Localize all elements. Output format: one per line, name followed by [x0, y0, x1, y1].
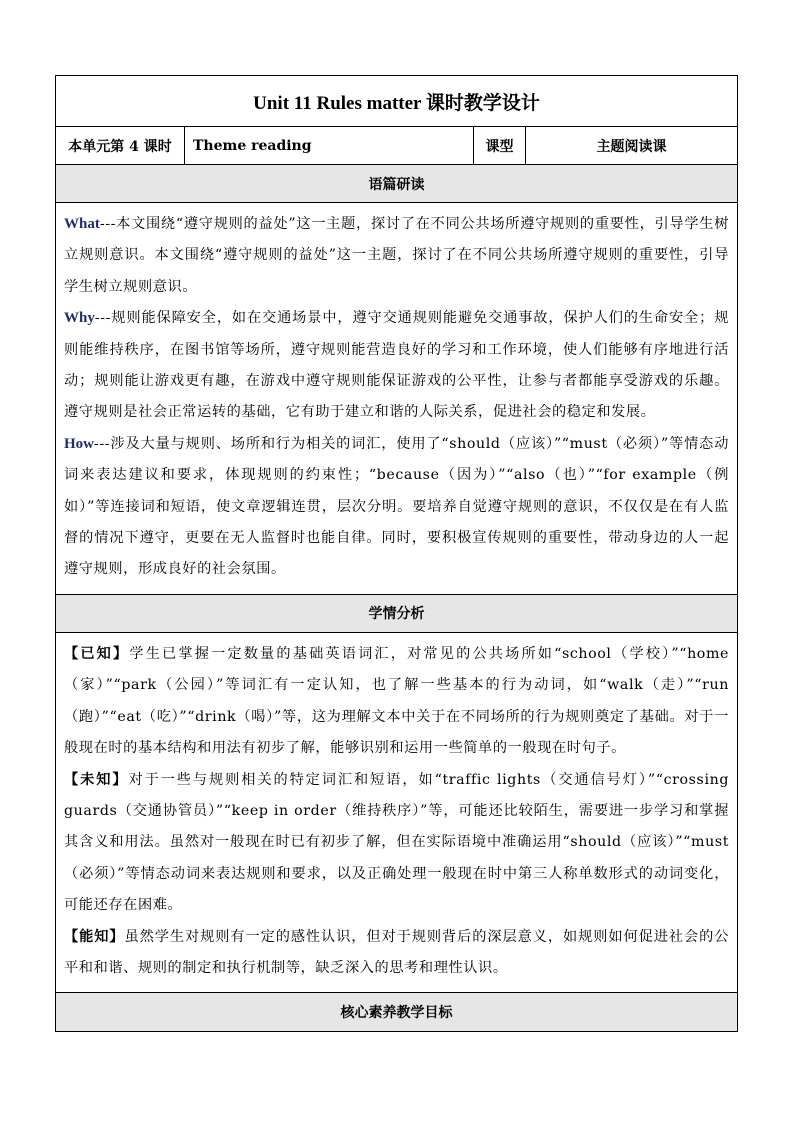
able-text: 虽然学生对规则有一定的感性认识，但对于规则背后的深层意义，如规则如何促进社会的公平和和谐、规则的制定和执行机制等，缺乏深入的思考和理性认识。 [64, 928, 729, 976]
known-paragraph [64, 639, 729, 765]
why-paragraph [64, 303, 729, 429]
able-paragraph [64, 922, 729, 985]
section-heading-core-objectives: 核心素养教学目标 [56, 993, 737, 1031]
section-heading-learner-analysis: 学情分析 [56, 595, 737, 633]
what-label: What [64, 216, 100, 232]
unknown-text: 对于一些与规则相关的特定词汇和短语，如“traffic lights（交通信号灯）”“crossing guards（交通协管员）”“keep in order（维持秩序）”等，可能还比较陌生，需要进一步学习和掌握其含义和用法。虽然对一般现在时已有初步了解，但在实际语境中准确运用“should（应该）”“must（必须）”等情态动词来表达规则和要求，以及正确处理一般现在时中第三人称单数形式的动词变化，可能还存在困难。 [64, 771, 729, 914]
able-label: 【能知】 [64, 928, 125, 945]
lesson-topic: Theme reading [185, 127, 474, 164]
why-text: ---规则能保障安全，如在交通场景中，遵守交通规则能避免交通事故，保护人们的生命安全；规则能维持秩序，在图书馆等场所，遵守规则能营造良好的学习和工作环境，使人们能够有序地进行活动；规则能让游戏更有趣，在游戏中遵守规则能保证游戏的公平性，让参与者都能享受游戏的乐趣。遵守规则是社会正常运转的基础，它有助于建立和谐的人际关系，促进社会的稳定和发展。 [64, 310, 729, 421]
unknown-paragraph [64, 765, 729, 922]
document-title: Unit 11 Rules matter 课时教学设计 [56, 76, 737, 127]
meta-row [56, 127, 737, 165]
how-text: ---涉及大量与规则、场所和行为相关的词汇，使用了“should（应该）”“must（必须）”等情态动词来表达建议和要求，体现规则的约束性；“because（因为）”“also（也）”“for example（例如）”等连接词和短语，使文章逻辑连贯，层次分明。要培养自觉遵守规则的意识，不仅仅是在有人监督的情况下遵守，更要在无人监督时也能自律。同时，要积极宣传规则的重要性，带动身边的人一起遵守规则，形成良好的社会氛围。 [64, 435, 729, 578]
why-label: Why [64, 310, 95, 327]
lesson-type-label: 课型 [474, 127, 526, 164]
lesson-plan-table [55, 75, 738, 1032]
lesson-number: 本单元第 4 课时 [56, 127, 185, 164]
how-paragraph [64, 429, 729, 586]
lesson-type-value: 主题阅读课 [596, 138, 667, 155]
how-label: How [64, 435, 94, 452]
unknown-label: 【未知】 [64, 771, 129, 788]
known-label: 【已知】 [64, 645, 130, 662]
what-paragraph [64, 209, 729, 303]
what-text: ---本文围绕“遵守规则的益处”这一主题，探讨了在不同公共场所遵守规则的重要性，引导学生树立规则意识。本文围绕“遵守规则的益处”这一主题，探讨了在不同公共场所遵守规则的重要性，引导学生树立规则意识。 [64, 216, 729, 295]
known-text: 学生已掌握一定数量的基础英语词汇，对常见的公共场所如“school（学校）”“home（家）”“park（公园）”等词汇有一定认知，也了解一些基本的行为动词，如“walk（走）”“run（跑）”“eat（吃）”“drink（喝）”等，这为理解文本中关于在不同场所的行为规则奠定了基础。对于一般现在时的基本结构和用法有初步了解，能够识别和运用一些简单的一般现在时句子。 [64, 645, 729, 757]
text-analysis-body [56, 203, 737, 595]
learner-analysis-body [56, 633, 737, 993]
section-heading-text-analysis: 语篇研读 [56, 165, 737, 203]
